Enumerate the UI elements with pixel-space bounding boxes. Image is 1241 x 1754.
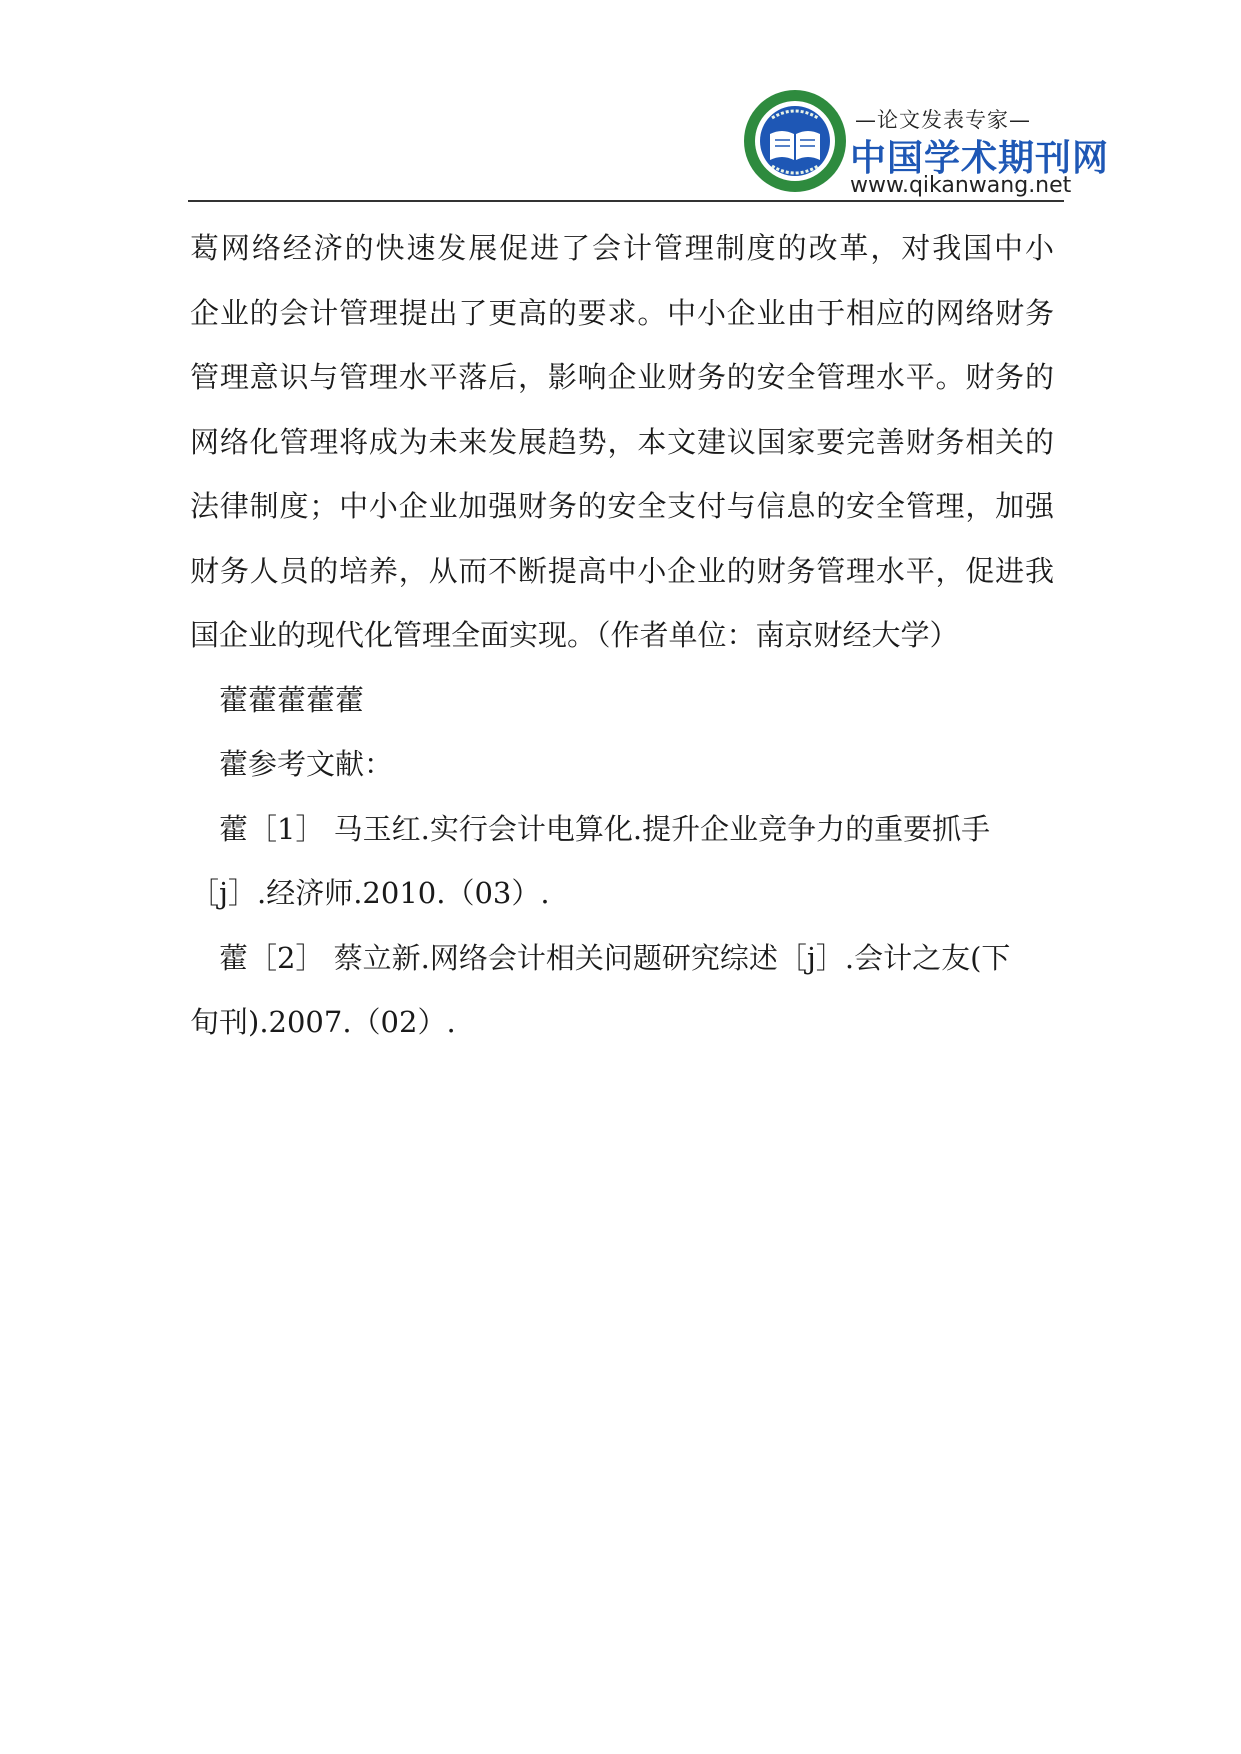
qikanwang-logo-emblem [742, 88, 848, 194]
logo-title: 中国学术期刊网 [850, 138, 1110, 179]
paragraph-line: 企业的会计管理提出了更高的要求。中小企业由于相应的网络财务 [190, 295, 1054, 330]
reference-1-line-1: 藿［1］ 马玉红.实行会计电算化.提升企业竞争力的重要抓手 [219, 811, 991, 846]
logo-slogan: —论文发表专家— [855, 108, 1031, 132]
paragraph-line: 网络化管理将成为未来发展趋势，本文建议国家要完善财务相关的 [190, 424, 1054, 459]
paragraph-line: 国企业的现代化管理全面实现。（作者单位：南京财经大学） [190, 618, 959, 652]
paragraph-line: 管理意识与管理水平落后，影响企业财务的安全管理水平。财务的 [190, 360, 1054, 394]
reference-1-line-2: ［j］.经济师.2010.（03）. [190, 876, 550, 910]
reference-2-line-1: 藿［2］ 蔡立新.网络会计相关问题研究综述［j］.会计之友(下 [219, 940, 1011, 975]
paragraph-line: 法律制度；中小企业加强财务的安全支付与信息的安全管理，加强 [190, 489, 1054, 523]
paragraph-line: 葛网络经济的快速发展促进了会计管理制度的改革，对我国中小 [190, 231, 1054, 265]
paragraph-line: 财务人员的培养，从而不断提高中小企业的财务管理水平，促进我 [190, 553, 1054, 588]
header-divider [188, 200, 1064, 202]
references-heading: 藿参考文献： [219, 747, 394, 781]
filler-line: 藿藿藿藿藿 [219, 682, 365, 717]
reference-2-line-2: 旬刊).2007.（02）. [190, 1005, 456, 1039]
page-header [188, 88, 1110, 204]
document-body [190, 216, 1054, 1055]
logo-url: www.qikanwang.net [850, 173, 1072, 198]
